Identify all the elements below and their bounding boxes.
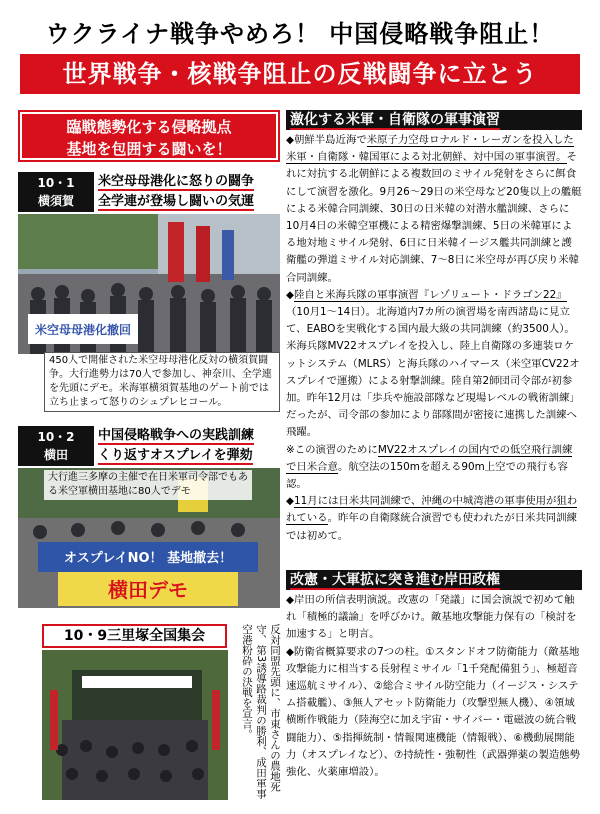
para-4: ◆11月には日米共同訓練で、沖縄の中城湾港の軍事使用が狙われている。昨年の自衛隊統合演習でも使われたが日米共同訓練では初めて。	[286, 495, 578, 542]
section-title-drills: 激化する米軍・自衛隊の軍事演習	[286, 110, 582, 130]
caption-yokota: 大行進三多摩の主催で在日米軍司令部でもある米空軍横田基地に80人でデモ	[44, 470, 252, 500]
para-2: ◆防衛省概算要求の7つの柱。①スタンドオフ防衛能力（敵基地攻撃能力に相当する長射程ミサイル「1千発配備狙う」、極超音速巡航ミサイル）、②総合ミサイル防空能力（イージス・システム搭載艦）、③無人アセット防衛能力（攻撃型無人機）、④領域横断作戦能力（陸海空に加え宇宙・サイバー・電磁波の統合戦闘能力）、⑤指揮統制・情報関連機能（情報戦）、⑥機動展開能力（オスプレイなど）、⑦持続性・強靭性（武器弾薬の製造態勢強化、火薬庫増設）。	[286, 645, 581, 779]
protest-banner-2: 横田デモ	[108, 578, 188, 602]
headline-yokosuka	[98, 172, 280, 212]
photo-yokosuka	[18, 214, 280, 354]
place-label: 横須賀	[37, 194, 74, 208]
protest-banner: 米空母母港化撤回	[34, 323, 132, 337]
place-label: 横田	[43, 448, 68, 462]
caption-yokosuka: 450人で開催された米空母母港化反対の横須賀闘争。大行進勢力は70人で参加し、神奈川、全学連を先頭にデモ。米海軍横須賀基地のゲート前では立ち止まって怒りのシュプレヒコール。	[44, 352, 280, 412]
para-3: ※この演習のためにMV22オスプレイの国内での低空飛行訓練で日米合意。航空法の150mを超える90m上空での飛行も容認。	[286, 443, 573, 491]
headline-line-1: 米空母母港化に怒りの闘争	[98, 174, 255, 189]
headline-line-1: 中国侵略戦争への実践訓練	[98, 428, 255, 443]
sanrizuka-vertical-text: 反対同盟先頭に、市東さんの農地死守、第3誘導路裁判の勝利、成田軍事空港粉砕の決戦を宣言。	[241, 624, 281, 799]
photo-sanrizuka	[42, 650, 228, 800]
left-kicker	[18, 110, 280, 162]
section-body-drills	[286, 132, 582, 545]
date-box-yokosuka	[18, 172, 94, 212]
para-1: ◆岸田の所信表明演説。改憲の「発議」に国会演説で初めて触れ「積極的議論」を呼びかけ。敵基地攻撃能力保有の「検討を加速する」と明言。	[286, 594, 577, 641]
headline-banner: 世界戦争・核戦争阻止の反戦闘争に立とう	[20, 54, 580, 94]
headline-line-2: くり返すオスプレイを弾劾	[98, 448, 253, 463]
date-box-yokota	[18, 426, 94, 466]
headline-sanrizuka: 10・9三里塚全国集会	[42, 624, 227, 648]
section-title-kishida: 改憲・大軍拡に突き進む岸田政権	[286, 570, 582, 590]
date-label: 10・1	[37, 176, 75, 190]
section-body-kishida	[286, 592, 582, 781]
headline-yokota	[98, 426, 280, 466]
kicker-line-2: 基地を包囲する闘いを！	[66, 140, 232, 158]
date-label: 10・2	[37, 430, 75, 444]
para-1: ◆朝鮮半島近海で米原子力空母ロナルド・レーガンを投入した米軍・自衛隊・韓国軍による対北朝鮮、対中国の軍事演習。それに対抗する北朝鮮による複数回のミサイル発射をさらに餌食にして演習を激化。9月26〜29日の米空母など20隻以上の艦艇による米韓合同訓練、30日の日米韓の対潜水艦訓練、さらに10月4日の米韓空軍機による精密爆撃訓練、5日の米韓軍による地対地ミサイル発射、6日に日米韓イージス艦共同訓練と護衛艦の弾道ミサイル対応訓練、7〜8日に米空母が再び戻り米韓合同訓練。	[286, 134, 582, 284]
kicker-line-1: 臨戦態勢化する侵略拠点	[66, 118, 232, 136]
para-2: ◆陸自と米海兵隊の軍事演習『レゾリュート・ドラゴン22』（10月1〜14日）。北海道内7カ所の演習場を南西諸島に見立て、EABOを実戦化する国内最大級の共同訓練（約3500人）。米海兵隊MV22オスプレイを投入し、陸上自衛隊の多連装ロケットシステム（MLRS）と海兵隊のハイマース（米空軍CV22オスプレイで運搬）による射撃訓練。陸自第2師団司令部が初参加。昨年12月は「歩兵や施設部隊など現場レベルの戦術訓練」だったが、司令部の参加により部隊間が密接に連携した訓練へ飛躍。	[286, 288, 580, 439]
protest-banner-1: オスプレイNO！ 基地撤去！	[63, 551, 233, 566]
headline-line-2: 全学連が登場し闘いの気運	[98, 194, 255, 209]
page-title: ウクライナ戦争やめろ！ 中国侵略戦争阻止！	[45, 20, 555, 48]
